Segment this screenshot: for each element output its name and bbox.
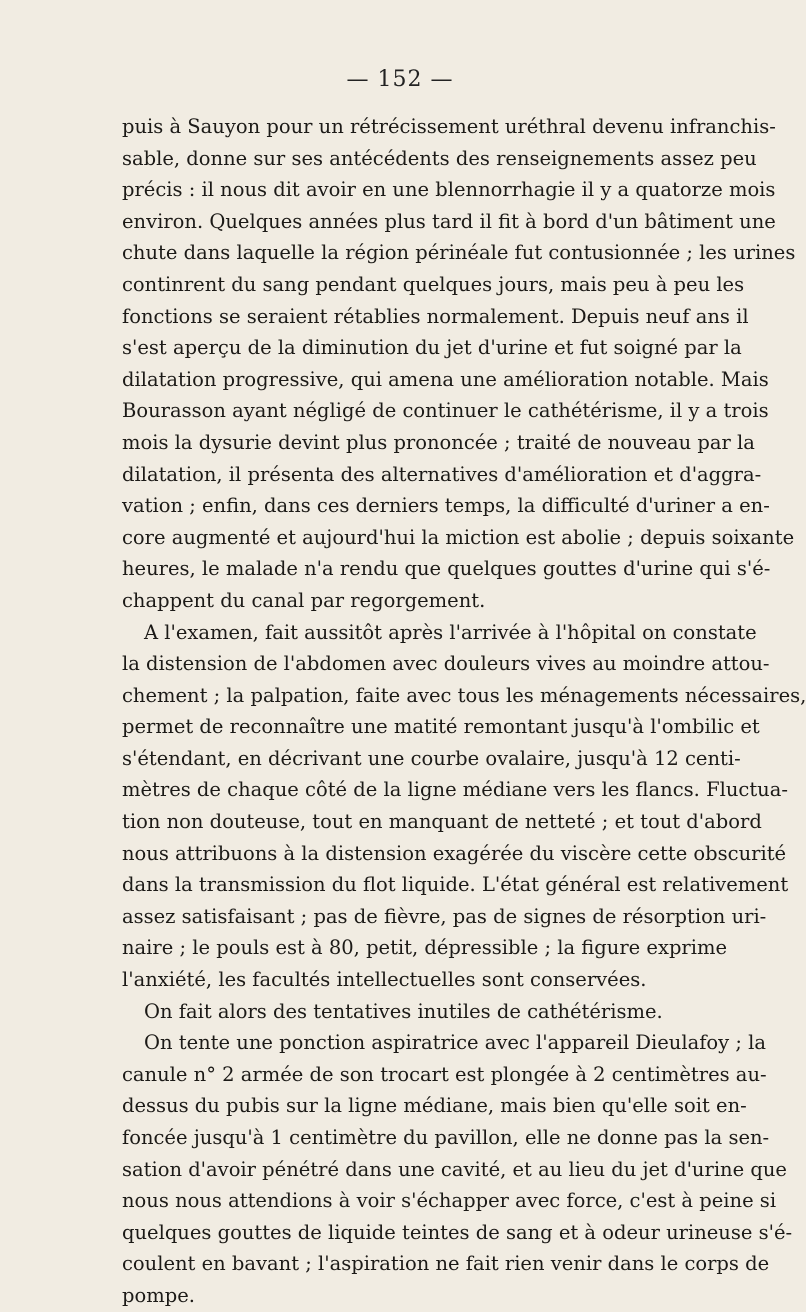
- text-line: assez satisfaisant ; pas de fièvre, pas de signes de résorption uri-: [122, 904, 767, 928]
- text-line: Bourasson ayant négligé de continuer le cathétérisme, il y a trois: [122, 399, 769, 423]
- text-line: canule n° 2 armée de son trocart est plongée à 2 centimètres au-: [122, 1062, 767, 1086]
- text-line: tion non douteuse, tout en manquant de netteté ; et tout d'abord: [122, 810, 762, 834]
- text-line: pompe.: [122, 1283, 195, 1307]
- text-line: environ. Quelques années plus tard il fit à bord d'un bâtiment une: [122, 209, 776, 233]
- text-line: permet de reconnaître une matité remontant jusqu'à l'ombilic et: [122, 715, 760, 739]
- text-line: précis : il nous dit avoir en une blennorrhagie il y a quatorze mois: [122, 178, 776, 202]
- text-line: chement ; la palpation, faite avec tous les ménagements nécessaires,: [122, 683, 806, 707]
- text-line: chute dans laquelle la région périnéale fut contusionnée ; les urines: [122, 241, 796, 265]
- text-line: dilatation progressive, qui amena une amélioration notable. Mais: [122, 367, 769, 391]
- text-line: dans la transmission du flot liquide. L'état général est relativement: [122, 873, 789, 897]
- text-line: mètres de chaque côté de la ligne médiane vers les flancs. Fluctua-: [122, 778, 788, 802]
- text-line: continrent du sang pendant quelques jours, mais peu à peu les: [122, 272, 745, 296]
- text-line: nous attribuons à la distension exagérée du viscère cette obscurité: [122, 841, 787, 865]
- text-line: A l'examen, fait aussitôt après l'arrivée à l'hôpital on constate: [144, 620, 757, 644]
- text-line: vation ; enfin, dans ces derniers temps, la difficulté d'uriner a en-: [122, 494, 770, 518]
- body-text: [122, 111, 806, 1312]
- text-line: On tente une ponction aspiratrice avec l'appareil Dieulafoy ; la: [144, 1031, 767, 1055]
- text-line: l'anxiété, les facultés intellectuelles sont conservées.: [122, 968, 647, 992]
- text-line: quelques gouttes de liquide teintes de sang et à odeur urineuse s'é-: [122, 1220, 793, 1244]
- text-line: sable, donne sur ses antécédents des renseignements assez peu: [122, 146, 757, 170]
- text-line: dessus du pubis sur la ligne médiane, mais bien qu'elle soit en-: [122, 1094, 747, 1118]
- text-line: mois la dysurie devint plus prononcée ; traité de nouveau par la: [122, 430, 755, 454]
- text-line: puis à Sauyon pour un rétrécissement uréthral devenu infranchis-: [122, 115, 776, 138]
- page-number: — 152 —: [346, 67, 454, 92]
- text-line: sation d'avoir pénétré dans une cavité, et au lieu du jet d'urine que: [122, 1157, 787, 1181]
- text-line: core augmenté et aujourd'hui la miction est abolie ; depuis soixante: [122, 525, 795, 549]
- text-line: foncée jusqu'à 1 centimètre du pavillon, elle ne donne pas la sen-: [122, 1126, 770, 1149]
- text-line: fonctions se seraient rétablies normalement. Depuis neuf ans il: [122, 304, 749, 328]
- text-line: s'est aperçu de la diminution du jet d'urine et fut soigné par la: [122, 336, 742, 360]
- text-line: s'étendant, en décrivant une courbe ovalaire, jusqu'à 12 centi-: [122, 746, 741, 770]
- text-line: coulent en bavant ; l'aspiration ne fait rien venir dans le corps de: [122, 1252, 770, 1276]
- text-line: nous nous attendions à voir s'échapper avec force, c'est à peine si: [122, 1189, 777, 1213]
- text-line: chappent du canal par regorgement.: [122, 588, 486, 612]
- text-line: heures, le malade n'a rendu que quelques gouttes d'urine qui s'é-: [122, 557, 771, 581]
- text-line: On fait alors des tentatives inutiles de cathétérisme.: [144, 999, 663, 1023]
- text-line: la distension de l'abdomen avec douleurs vives au moindre attou-: [122, 652, 770, 676]
- text-line: naire ; le pouls est à 80, petit, dépressible ; la figure exprime: [122, 936, 728, 960]
- text-line: dilatation, il présenta des alternatives d'amélioration et d'aggra-: [122, 462, 762, 486]
